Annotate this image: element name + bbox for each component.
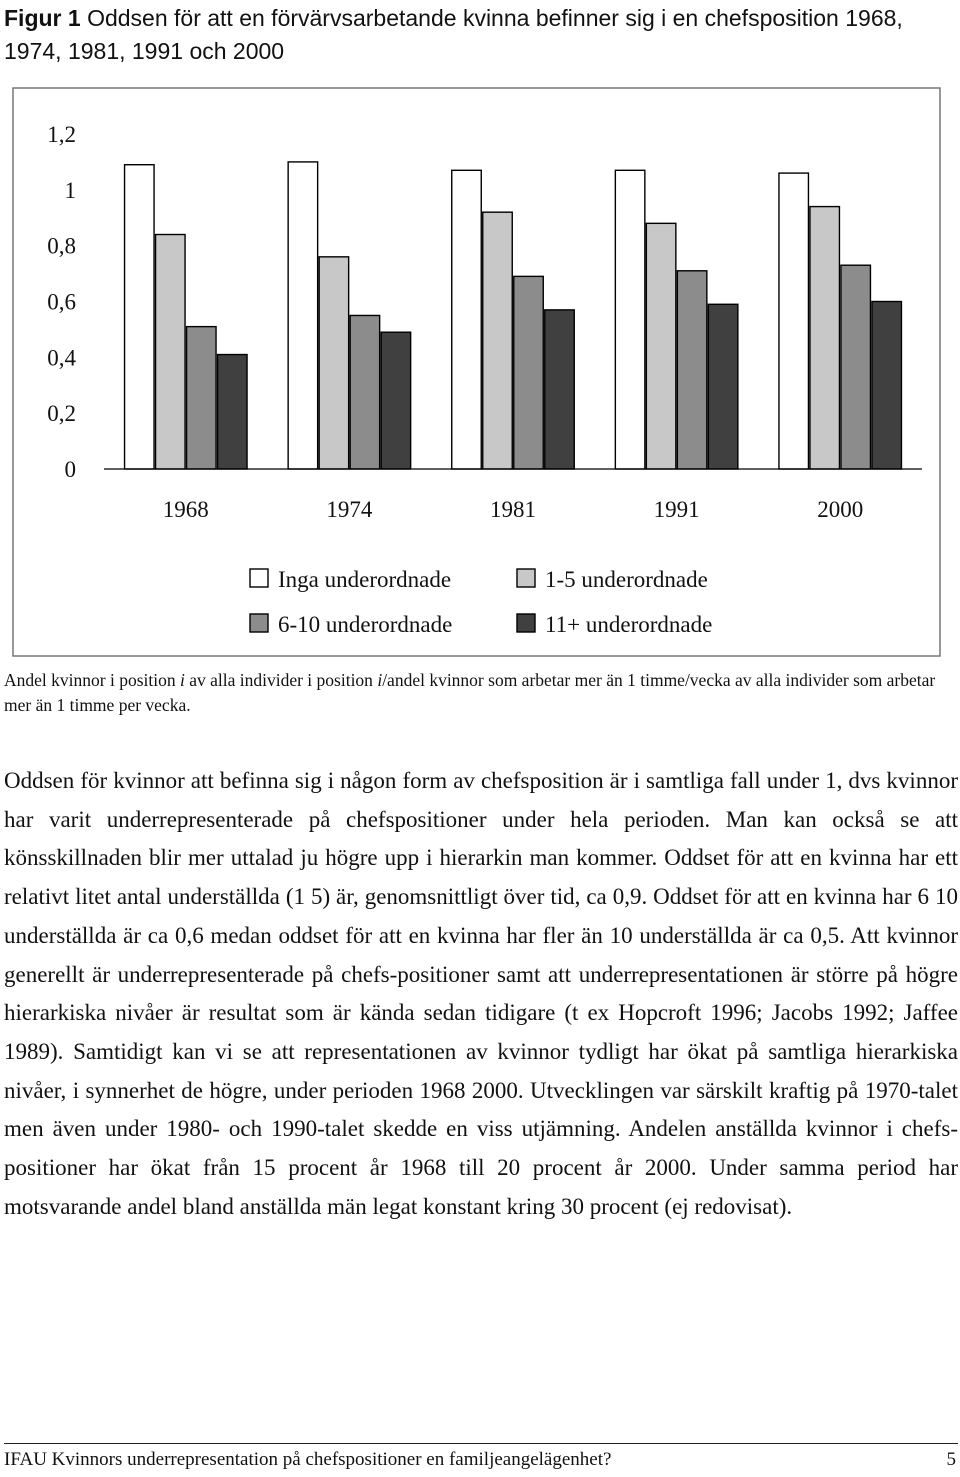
legend-label: 6-10 underordnade: [278, 612, 453, 637]
x-tick-label: 1974: [326, 497, 373, 522]
x-tick-label: 1991: [653, 497, 700, 522]
footer-text: IFAU Kvinnors underrepresentation på chefspositioner en familjeangelägenhet?: [4, 1449, 612, 1470]
figure-title-text: Oddsen för att en förvärvsarbetande kvinna befinner sig i en chefsposition 1968, 1974, 1981, 1991 och 2000: [4, 5, 903, 64]
legend-swatch: [250, 569, 268, 587]
note-text-2: av alla individer i position: [184, 670, 378, 690]
figure-title: [4, 2, 956, 68]
bar: [545, 310, 575, 469]
legend-swatch: [517, 569, 535, 587]
bar: [350, 315, 380, 469]
bar: [156, 235, 186, 470]
bar: [288, 162, 318, 469]
y-tick-label: 0,4: [47, 345, 76, 371]
bar: [218, 355, 248, 469]
body-paragraph: Oddsen för kvinnor att befinna sig i någon form av chefsposition är i samtliga fall under 1, dvs kvinnor har varit underrepresenterade på chefspositioner under hela perioden. Man kan också se att könsskillnaden blir mer uttalad ju högre upp i hierarkin man kommer. Oddset för att en kvinna har ett relativt litet antal underställda (1 5) är, genomsnittligt över tid, ca 0,9. Oddset för att en kvinna har 6 10 underställda är ca 0,6 medan oddset för att en kvinna har fler än 10 underställda är ca 0,5. Att kvinnor generellt är underrepresenterade på chefs-positioner samt att underrepresentationen är större på högre hierarkiska nivåer är resultat som är kända sedan tidigare (t ex Hopcroft 1996; Jacobs 1992; Jaffee 1989). Samtidigt kan vi se att representationen av kvinnor tydligt har ökat på samtliga hierarkiska nivåer, i synnerhet de högre, under perioden 1968 2000. Utvecklingen var särskilt kraftig på 1970-talet men även under 1980- och 1990-talet skedde en viss utjämning. Andelen anställda kvinnor i chefs-positioner har ökat från 15 procent år 1968 till 20 procent år 2000. Under samma period har motsvarande andel bland anställda män legat konstant kring 30 procent (ej redovisat).: [4, 768, 958, 1219]
bar: [381, 332, 411, 469]
bar: [810, 207, 840, 469]
bar: [452, 170, 482, 469]
y-tick-label: 1: [64, 177, 76, 203]
bar: [841, 265, 871, 469]
note-italic-1: i: [179, 670, 185, 690]
bar: [615, 170, 645, 469]
note-text-3: /andel kvinnor som arbetar mer än 1 timme/vecka av alla individer som arbetar mer än 1 timme per vecka.: [4, 670, 936, 715]
legend-label: 11+ underordnade: [545, 612, 713, 637]
note-italic-2: i: [377, 670, 383, 690]
footer-divider: [4, 1443, 958, 1444]
y-tick-label: 0,2: [47, 401, 76, 427]
y-tick-label: 0,8: [47, 233, 76, 259]
x-tick-label: 1981: [490, 497, 536, 522]
figure-note: [4, 668, 958, 718]
legend-swatch: [250, 614, 268, 632]
figure-number: Figur 1: [4, 5, 81, 31]
bar: [187, 327, 217, 469]
y-tick-label: 0: [64, 457, 76, 482]
x-tick-label: 1968: [162, 497, 209, 522]
y-tick-label: 1,2: [47, 122, 76, 147]
page-number: 5: [946, 1449, 956, 1470]
bar: [483, 212, 513, 469]
note-text-1: Andel kvinnor i position: [4, 670, 180, 690]
legend-label: 1-5 underordnade: [545, 567, 708, 592]
legend-swatch: [517, 614, 535, 632]
x-tick-label: 2000: [817, 497, 864, 522]
bar: [677, 271, 707, 469]
bar: [708, 304, 738, 469]
bar-chart: [0, 80, 960, 660]
bar: [514, 276, 544, 469]
bar: [779, 173, 809, 469]
bar: [872, 302, 902, 470]
bar: [319, 257, 349, 469]
legend-label: Inga underordnade: [278, 567, 452, 592]
y-tick-label: 0,6: [47, 289, 76, 315]
bar: [646, 223, 676, 469]
bar: [125, 165, 155, 469]
